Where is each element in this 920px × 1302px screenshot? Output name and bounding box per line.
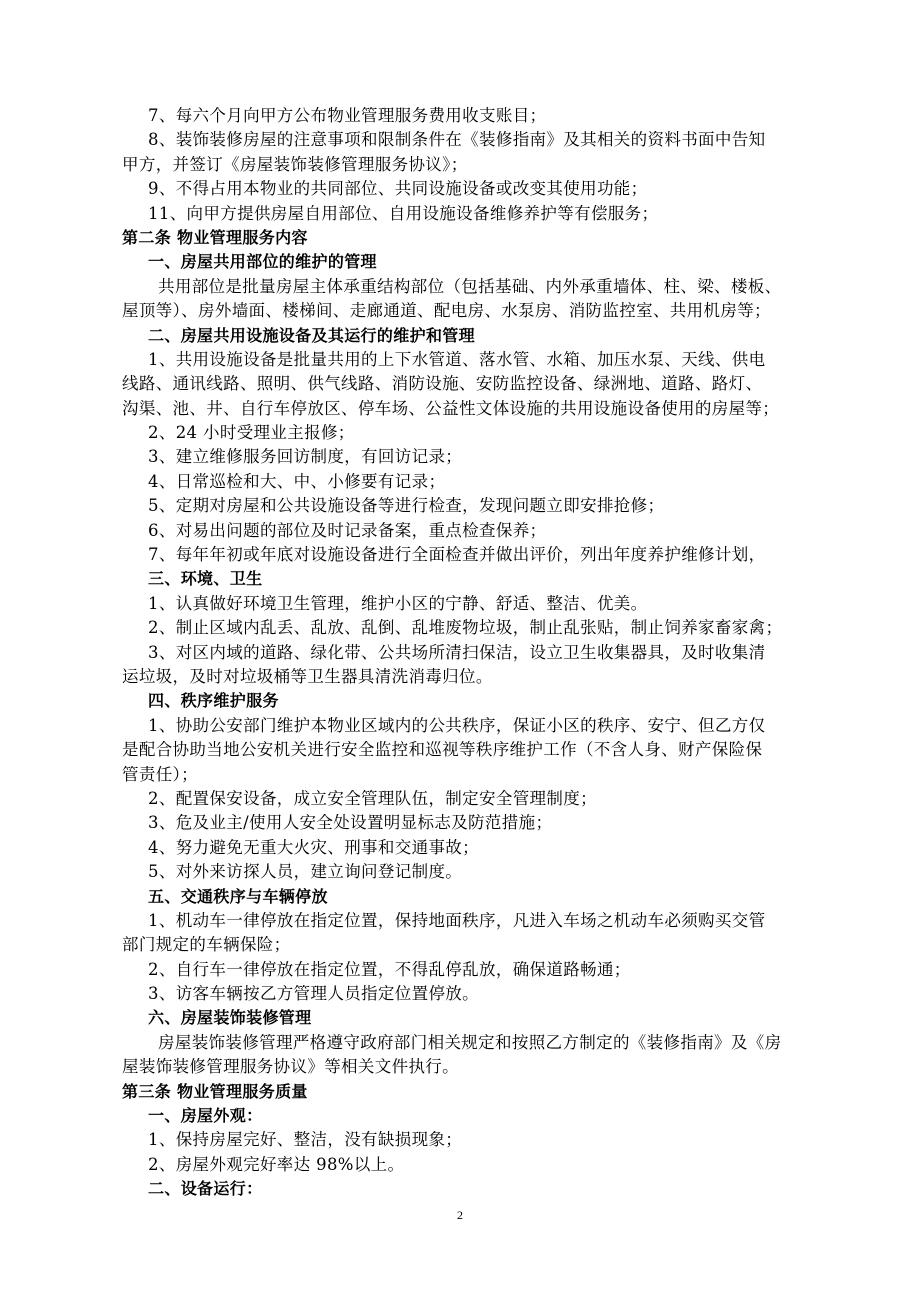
text-line: 5、定期对房屋和公共设施设备等进行检查，发现问题立即安排抢修； xyxy=(148,496,665,516)
text-line: 是配合协助当地公安机关进行安全监控和巡视等秩序维护工作（不含人身、财产保险保 xyxy=(122,740,763,760)
text-line: 线路、通讯线路、照明、供气线路、消防设施、安防监控设备、绿洲地、道路、路灯、 xyxy=(122,374,763,394)
text-line: 运垃圾，及时对垃圾桶等卫生器具清洗消毒归位。 xyxy=(122,666,493,686)
text-line: 管责任）； xyxy=(122,764,198,784)
section-heading: 二、房屋共用设施设备及其运行的维护和管理 xyxy=(148,325,476,345)
text-line: 7、每年年初或年底对设施设备进行全面检查并做出评价，列出年度养护维修计划， xyxy=(148,545,766,565)
text-line: 1、协助公安部门维护本物业区域内的公共秩序，保证小区的秩序、安宁、但乙方仅 xyxy=(148,715,766,735)
text-line: 11、向甲方提供房屋自用部位、自用设施设备维修养护等有偿服务； xyxy=(148,203,659,223)
section-heading: 一、房屋共用部位的维护的管理 xyxy=(148,252,377,272)
text-line: 1、机动车一律停放在指定位置，保持地面秩序，凡进入车场之机动车必须购买交管 xyxy=(148,910,766,930)
text-line: 房屋装饰装修管理严格遵守政府部门相关规定和按照乙方制定的《装修指南》及《房 xyxy=(158,1032,782,1052)
text-line: 2、房屋外观完好率达 98%以上。 xyxy=(148,1154,405,1174)
section-heading: 一、房屋外观： xyxy=(148,1106,263,1126)
text-line: 1、保持房屋完好、整洁，没有缺损现象； xyxy=(148,1130,463,1150)
text-line: 屋顶等）、房外墙面、楼梯间、走廊通道、配电房、水泵房、消防监控室、共用机房等； xyxy=(122,301,771,321)
text-line: 7、每六个月向甲方公布物业管理服务费用收支账目； xyxy=(148,106,547,125)
section-heading: 二、设备运行： xyxy=(148,1179,263,1199)
text-line: 2、制止区域内乱丢、乱放、乱倒、乱堆废物垃圾，制止乱张贴，制止饲养家畜家禽； xyxy=(148,618,783,638)
section-heading: 第二条 物业管理服务内容 xyxy=(122,227,308,247)
text-line: 共用部位是批量房屋主体承重结构部位（包括基础、内外承重墙体、柱、梁、楼板、 xyxy=(158,276,782,296)
section-heading: 第三条 物业管理服务质量 xyxy=(122,1081,308,1101)
text-line: 8、装饰装修房屋的注意事项和限制条件在《装修指南》及其相关的资料书面中告知 xyxy=(148,130,766,150)
text-line: 3、建立维修服务回访制度，有回访记录； xyxy=(148,447,463,467)
text-line: 2、自行车一律停放在指定位置，不得乱停乱放，确保道路畅通； xyxy=(148,959,631,979)
text-line: 3、对区内域的道路、绿化带、公共场所清扫保洁，设立卫生收集器具，及时收集清 xyxy=(148,642,766,662)
text-line: 2、24 小时受理业主报修； xyxy=(148,423,355,443)
text-line: 9、不得占用本物业的共同部位、共同设施设备或改变其使用功能； xyxy=(148,179,648,199)
page-number: 2 xyxy=(457,1208,463,1222)
document-body xyxy=(122,104,832,1202)
text-line: 5、对外来访探人员，建立询问登记制度。 xyxy=(148,862,463,882)
text-line: 2、配置保安设备，成立安全管理队伍，制定安全管理制度； xyxy=(148,788,597,808)
text-line: 4、努力避免无重大火灾、刑事和交通事故； xyxy=(148,837,479,857)
text-line: 1、认真做好环境卫生管理，维护小区的宁静、舒适、整洁、优美。 xyxy=(148,593,648,613)
section-heading: 三、环境、卫生 xyxy=(148,569,263,589)
text-line: 屋装饰装修管理服务协议》等相关文件执行。 xyxy=(122,1057,459,1077)
text-line: 3、危及业主/使用人安全处设置明显标志及防范措施； xyxy=(148,813,553,833)
section-heading: 六、房屋装饰装修管理 xyxy=(148,1008,312,1028)
text-line: 4、日常巡检和大、中、小修要有记录； xyxy=(148,471,446,491)
text-line: 1、共用设施设备是批量共用的上下水管道、落水管、水箱、加压水泵、天线、供电 xyxy=(148,349,766,369)
text-line: 甲方，并签订《房屋装饰装修管理服务协议》； xyxy=(122,154,468,174)
section-heading: 五、交通秩序与车辆停放 xyxy=(148,886,328,906)
section-heading: 四、秩序维护服务 xyxy=(148,691,279,711)
text-line: 沟渠、池、井、自行车停放区、停车场、公益性文体设施的共用设施设备使用的房屋等； xyxy=(122,398,780,418)
text-line: 6、对易出问题的部位及时记录备案，重点检查保养； xyxy=(148,520,547,540)
text-line: 部门规定的车辆保险； xyxy=(122,935,291,955)
text-line: 3、访客车辆按乙方管理人员指定位置停放。 xyxy=(148,984,479,1004)
